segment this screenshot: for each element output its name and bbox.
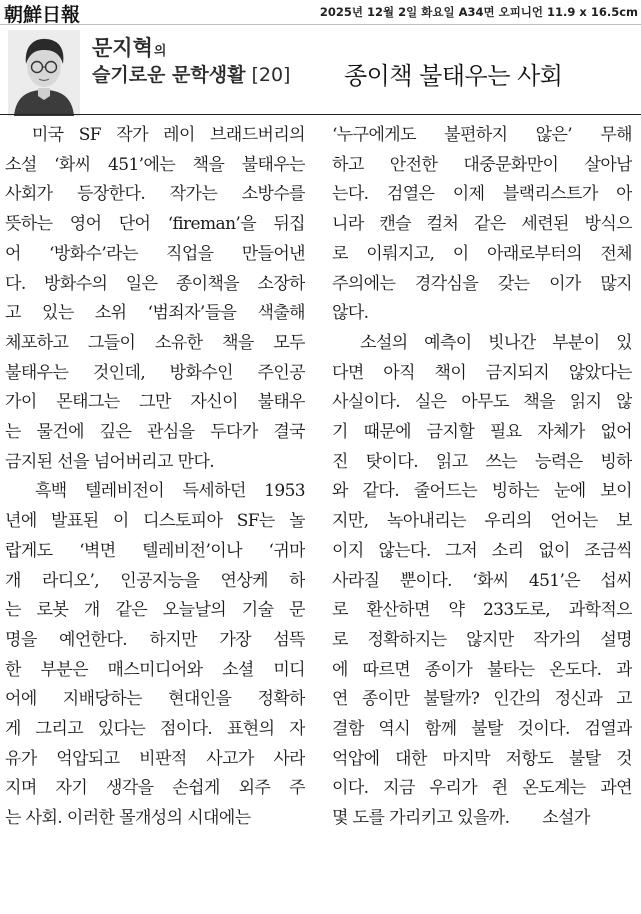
newspaper-logo: 朝鮮日報 bbox=[4, 4, 81, 26]
article-line: 와 같다. 줄어드는 빙하는 눈에 보이 bbox=[332, 481, 632, 502]
author-portrait-icon bbox=[8, 30, 80, 116]
article-line: 체포하고 그들이 소유한 책을 모두 bbox=[5, 332, 305, 353]
article-line: 는 물건에 깊은 관심을 두다가 결국 bbox=[5, 422, 305, 443]
article-line: 결함 역시 함께 불탈 것이다. 검열과 bbox=[332, 719, 632, 740]
article-line: 사실이다. 실은 아무도 책을 읽지 않 bbox=[332, 392, 632, 413]
newspaper-masthead bbox=[0, 0, 641, 25]
article-line: 기 때문에 금지할 필요 자체가 없어 bbox=[332, 422, 632, 443]
article-line: 개 라디오’, 인공지능을 연상케 하 bbox=[5, 570, 305, 591]
article-line: 년에 발표된 이 디스토피아 SF는 놀 bbox=[5, 511, 305, 532]
article-line: 는다. 검열은 이제 블랙리스트가 아 bbox=[332, 184, 632, 205]
article-line: 흑백 텔레비전이 득세하던 1953 bbox=[5, 481, 305, 502]
article-line: 미국 SF 작가 레이 브래드버리의 bbox=[5, 125, 305, 145]
article-line: 이지 않는다. 그저 소리 없이 조금씩 bbox=[332, 540, 632, 561]
article-line: 로 이뤄지고, 이 아래로부터의 전체 bbox=[332, 243, 632, 264]
author-suffix: 의 bbox=[153, 44, 167, 59]
article-line: 는 사회. 이러한 몰개성의 시대에는 bbox=[5, 808, 251, 829]
article-line: 진 탓이다. 읽고 쓰는 능력은 빙하 bbox=[332, 451, 632, 472]
article-line: 지며 자기 생각을 손쉽게 외주 주 bbox=[5, 778, 305, 799]
article-line: 억압에 대한 마지막 저항도 불탈 것 bbox=[332, 748, 632, 769]
article-line: 유가 억압되고 비판적 사고가 사라 bbox=[5, 748, 305, 769]
article-line: 는 로봇 개 같은 오늘날의 기술 문 bbox=[5, 600, 305, 621]
article-line: 다. 방화수의 일은 종이책을 소장하 bbox=[5, 273, 305, 294]
column-title bbox=[92, 60, 290, 87]
header-divider bbox=[0, 114, 641, 115]
article-line: 로 환산하면 약 233도로, 과학적으 bbox=[332, 600, 632, 621]
article-line: 주의에는 경각심을 갖는 이가 많지 bbox=[332, 273, 632, 294]
article-line: 소설 ‘화씨 451’에는 책을 불태우는 bbox=[5, 154, 305, 175]
article-line: ‘누구에게도 불편하지 않은’ 무해 bbox=[332, 125, 632, 145]
article-line: 몇 도를 가리키고 있을까. 소설가 bbox=[332, 808, 590, 829]
article-line: 니라 캔슬 컬처 같은 세련된 방식으 bbox=[332, 214, 632, 235]
article-line: 고 있는 소위 ‘범죄자’들을 색출해 bbox=[5, 303, 305, 324]
article-line: 지만, 녹아내리는 우리의 언어는 보 bbox=[332, 511, 632, 532]
article-column-right bbox=[332, 121, 632, 834]
article-line: 사회가 등장한다. 작가는 소방수를 bbox=[5, 184, 305, 205]
article-line: 않다. bbox=[332, 303, 369, 324]
article-line: 뜻하는 영어 단어 ‘fireman’을 뒤집 bbox=[5, 214, 305, 235]
article-line: 불태우는 것인데, 방화수인 주인공 bbox=[5, 362, 305, 383]
column-number: [20] bbox=[251, 64, 291, 86]
article-line: 한 부분은 매스미디어와 소셜 미디 bbox=[5, 659, 305, 680]
article-line: 어 ‘방화수’라는 직업을 만들어낸 bbox=[5, 243, 305, 264]
article-line: 명을 예언한다. 하지만 가장 섬뜩 bbox=[5, 629, 305, 650]
article-headline: 종이책 불태우는 사회 bbox=[344, 62, 563, 90]
author-byline bbox=[92, 32, 166, 62]
column-title-text: 슬기로운 문학생활 bbox=[92, 64, 246, 86]
article-line: 랍게도 ‘벽면 텔레비전’이나 ‘귀마 bbox=[5, 540, 305, 561]
article-column-left bbox=[5, 121, 305, 834]
issue-info: 2025년 12월 2일 화요일 A34면 오피니언 11.9 x 16.5cm bbox=[319, 5, 638, 19]
article-line: 금지된 선을 넘어버리고 만다. bbox=[5, 451, 215, 472]
article-line: 이다. 지금 우리가 쥔 온도계는 과연 bbox=[332, 778, 632, 799]
article-line: 사라질 뿐이다. ‘화씨 451’은 섭씨 bbox=[332, 570, 632, 591]
article-line: 에 따르면 종이가 불타는 온도다. 과 bbox=[332, 659, 632, 680]
article-line: 로 정확하지는 않지만 작가의 설명 bbox=[332, 629, 632, 650]
article-line: 다면 아직 책이 금지되지 않았다는 bbox=[332, 362, 632, 383]
article-line: 하고 안전한 대중문화만이 살아남 bbox=[332, 154, 632, 175]
author-photo bbox=[8, 30, 80, 116]
article-line: 게 그리고 있다는 점이다. 표현의 자 bbox=[5, 719, 305, 740]
author-name: 문지혁 bbox=[92, 36, 153, 60]
article-line: 어에 지배당하는 현대인을 정확하 bbox=[5, 689, 305, 710]
article-line: 가이 몬태그는 그만 자신이 불태우 bbox=[5, 392, 305, 413]
article-line: 연 종이만 불탈까? 인간의 정신과 고 bbox=[332, 689, 632, 710]
article-line: 소설의 예측이 빗나간 부분이 있 bbox=[332, 332, 632, 353]
